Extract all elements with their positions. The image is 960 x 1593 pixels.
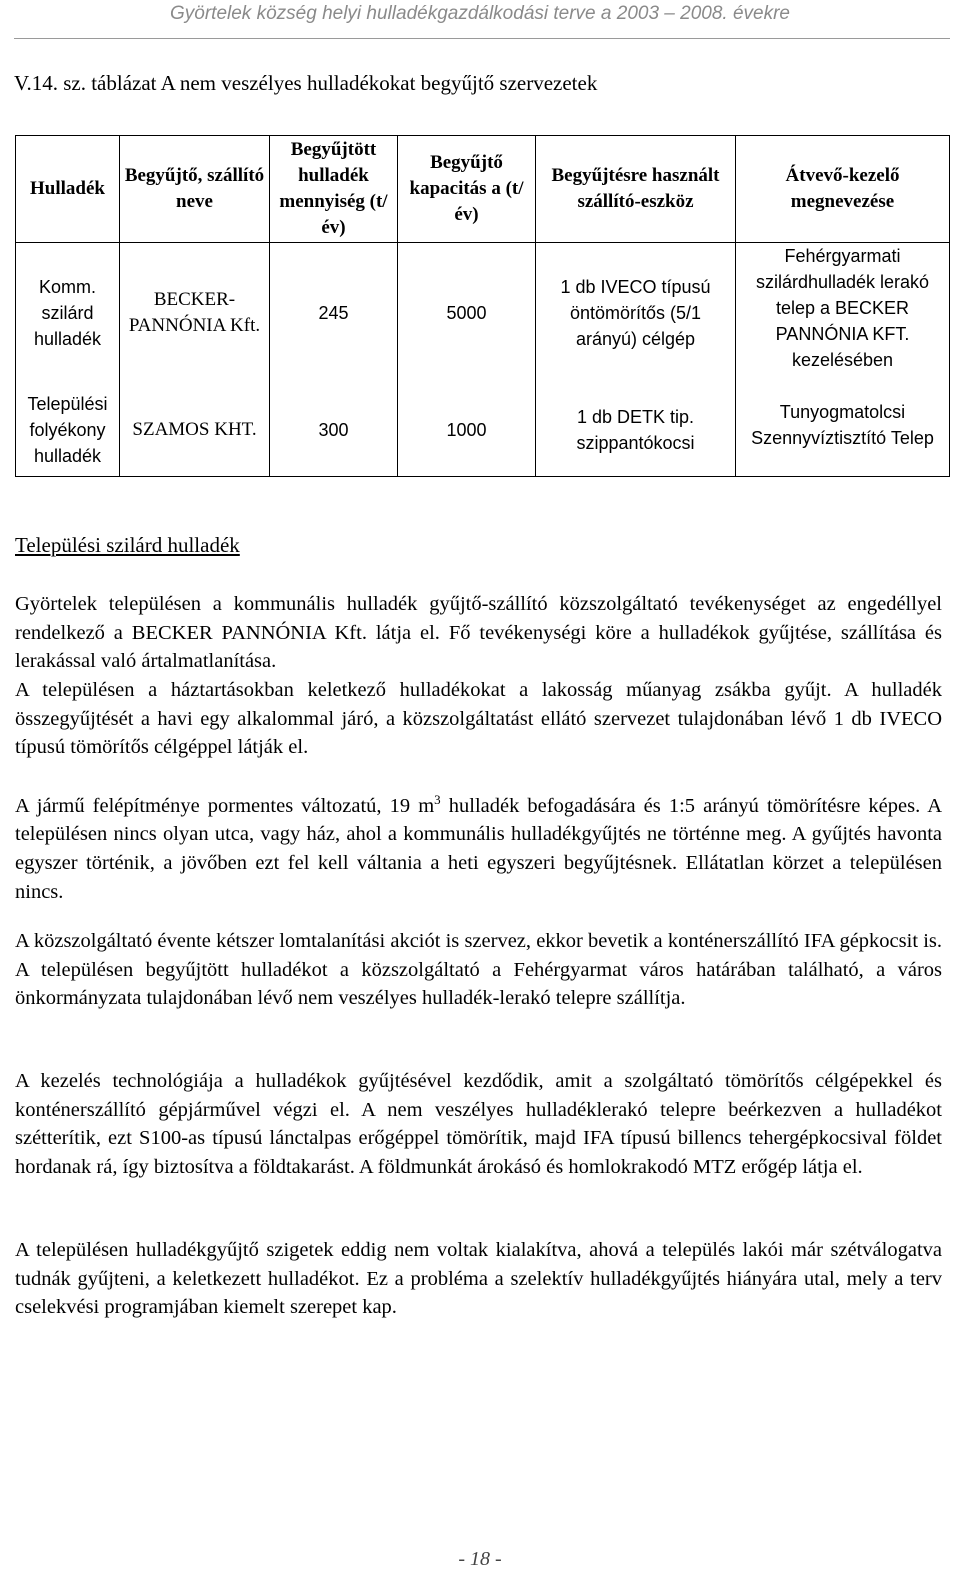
page-number: - 18 -	[458, 1548, 502, 1570]
paragraph-2: A településen a háztartásokban keletkező hulladékokat a lakosság műanyag zsákba gyűjt. A hulladék összegyűjtését a havi egy alkalommal járó, a közszolgáltatást ellátó szervezet tulajdonában lévő 1 db IVECO típusú tömörítős célgéppel látják el.	[15, 679, 942, 759]
paragraph-3-text-b: hulladék befogadására és 1:5 arányú tömörítésre képes. A településen nincs olyan utca, vagy ház, ahol a kommunális hulladékgyűjtés ne történne meg. A gyűjtés havonta egyszer történik, a jövőben ezt fel kell váltania a heti egyszeri begyűjtésnek. Ellátatlan körzet a településen nincs.	[15, 794, 942, 903]
collector-becker: BECKER-PANNÓNIA Kft.	[128, 289, 261, 336]
header-cell-waste: Hulladék	[16, 136, 120, 243]
quantity-cell	[270, 243, 398, 477]
paragraph-3	[15, 786, 942, 906]
quantity-liquid: 300	[318, 419, 349, 440]
capacity-municipal: 5000	[446, 303, 487, 323]
receiver-tunyogmatolcs: Tunyogmatolcsi Szennyvíztisztító Telep	[751, 401, 934, 448]
receiver-cell	[736, 243, 950, 477]
table-caption: V.14. sz. táblázat A nem veszélyes hulladékokat begyűjtő szervezetek	[14, 71, 598, 95]
waste-type-liquid: Települési folyékony hulladék	[27, 393, 108, 466]
paragraph-1: Györtelek településen a kommunális hulladék gyűjtő-szállító közszolgáltató tevékenységet az engedéllyel rendelkező a BECKER PANNÓNIA Kft. látja el. Fő tevékenységi köre a hulladékok gyűjtése, szállítása és lerakással való ártalmatlanítása.	[15, 593, 942, 673]
capacity-cell	[398, 243, 536, 477]
header-rule	[14, 38, 950, 39]
section-title: Települési szilárd hulladék	[15, 533, 240, 557]
table-row	[16, 243, 950, 477]
capacity-liquid: 1000	[446, 419, 487, 440]
collector-szamos: SZAMOS KHT.	[132, 418, 257, 440]
paragraph-4: A közszolgáltató évente kétszer lomtalanítási akciót is szervez, ekkor bevetik a konténerszállító IFA gépkocsit is. A településen begyűjtött hulladékot a közszolgáltató a Fehérgyarmat város határában található, a város önkormányzata tulajdonában lévő nem veszélyes hulladék-lerakó telepre szállítja.	[15, 930, 942, 1010]
paragraph-6: A településen hulladékgyűjtő szigetek eddig nem voltak kialakítva, ahová a település lakói már szétválogatva tudnák gyűjteni, a keletkezett hulladékot. Ez a probléma a szelektív hulladékgyűjtés hiányára utal, mely a terv cselekvési programjában kiemelt szerepet kap.	[15, 1239, 942, 1319]
header-cell-vehicle: Begyűjtésre használt szállító-eszköz	[536, 136, 736, 243]
cubic-superscript: 3	[434, 792, 441, 807]
quantity-municipal: 245	[318, 303, 349, 323]
table-header-row	[16, 136, 950, 243]
header-cell-quantity: Begyűjtött hulladék mennyiség (t/év)	[270, 136, 398, 243]
paragraph-5: A kezelés technológiája a hulladékok gyűjtésével kezdődik, amit a szolgáltató tömörítős célgépekkel és konténerszállító gépjárművel végzi el. A nem veszélyes hulladéklerakó telepre beérkezven a hulladékot szétterítik, ezt S100-as típusú lánctalpas erőgéppel tömörítik, majd IFA típusú billencs tehergépkocsival földet hordanak rá, így biztosítva a földtakarást. A földmunkát árokásó és homlokrakodó MTZ erőgép látja el.	[15, 1070, 942, 1178]
waste-type-municipal: Komm. szilárd hulladék	[33, 277, 102, 349]
vehicle-detk: 1 db DETK tip. szippantókocsi	[576, 406, 695, 453]
header-cell-collector: Begyűjtő, szállító neve	[120, 136, 270, 243]
receiver-fehergyarmat: Fehérgyarmati szilárdhulladék lerakó telep a BECKER PANNÓNIA KFT. kezelésében	[755, 246, 930, 370]
vehicle-iveco: 1 db IVECO típusú öntömörítős (5/1 arányú) célgép	[560, 277, 711, 349]
header-cell-receiver: Átvevő-kezelő megnevezése	[736, 136, 950, 243]
waste-collectors-table	[15, 135, 950, 477]
paragraph-3-text-a: A jármű felépítménye pormentes változatú, 19 m	[15, 794, 435, 817]
vehicle-cell	[536, 243, 736, 477]
collector-cell	[120, 243, 270, 477]
running-header: Györtelek község helyi hulladékgazdálkodási terve a 2003 – 2008. évekre	[170, 3, 790, 24]
header-cell-capacity: Begyűjtő kapacitás a (t/év)	[398, 136, 536, 243]
waste-cell	[16, 243, 120, 477]
